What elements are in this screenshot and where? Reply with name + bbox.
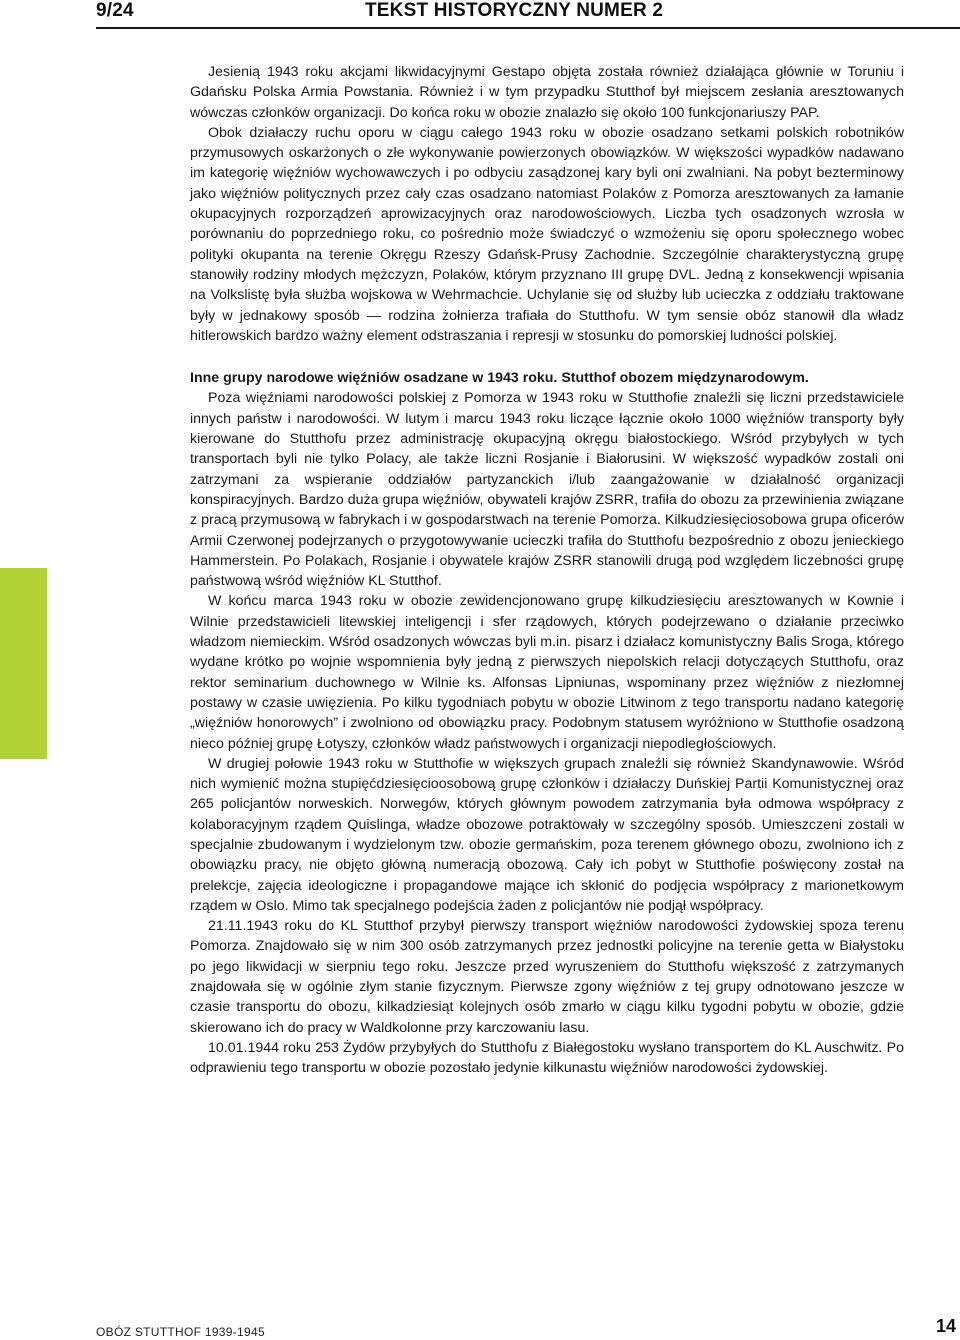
running-title: TEKST HISTORYCZNY NUMER 2	[365, 0, 664, 21]
page-number: 9/24	[96, 0, 134, 21]
footer-page-number: 14	[935, 1316, 956, 1336]
paragraph: 21.11.1943 roku do KL Stutthof przybył pierwszy transport więźniów narodowości żydowskiej spoza terenu Pomorza. Znajdowało się w nim 300 osób zatrzymanych przez jednostki policyjne na terenie getta w Białystoku po jego likwidacji w sierpniu tego roku. Jeszcze przed wyruszeniem do Stutthofu większość z zatrzymanych znajdowała się w ogólnie złym stanie fizycznym. Pierwsze zgony więźniów z tej grupy odnotowano jeszcze w czasie transportu do obozu, kilkadziesiąt kolejnych osób zmarło w ciągu kilku tygodni pobytu w obozie, gdzie skierowano ich do pracy w Waldkolonne przy karczowaniu lasu.	[190, 918, 904, 1036]
header-rule	[96, 27, 960, 29]
section-heading: Inne grupy narodowe więźniów osadzane w 1943 roku. Stutthof obozem międzynarodowym.	[190, 370, 809, 387]
article-body	[190, 62, 904, 1079]
paragraph: W drugiej połowie 1943 roku w Stutthofie w większych grupach znaleźli się również Skandynawowie. Wśród nich wymienić można stupięćdziesięcioosobową grupę członków i działaczy Duńskiej Partii Komunistycznej oraz 265 policjantów norweskich. Norwegów, których głównym powodem zatrzymania była odmowa współpracy z kolaboracyjnym rządem Quislinga, władze obozowe potraktowały w szczególny sposób. Umieszczeni zostali w specjalnie zbudowanym i wydzielonym tzw. obozie germańskim, poza terenem głównego obozu, zwolniono ich z obowiązku pracy, nie objęto główną numeracją obozową. Cały ich pobyt w Stutthofie poświęcony został na prelekcje, zajęcia ideologiczne i propagandowe mające ich skłonić do podjęcia współpracy z marionetkowym rządem w Oslo. Mimo tak specjalnego podejścia żaden z policjantów nie podjął współpracy.	[190, 755, 904, 914]
paragraph: Jesienią 1943 roku akcjami likwidacyjnymi Gestapo objęta została również działająca głównie w Toruniu i Gdańsku Polska Armia Powstania. Również i w tym przypadku Stutthof był miejscem zesłania aresztowanych wówczas członków organizacji. Do końca roku w obozie znalazło się około 100 funkcjonariuszy PAP.	[190, 64, 904, 121]
paragraph: Obok działaczy ruchu oporu w ciągu całego 1943 roku w obozie osadzano setkami polskich robotników przymusowych oskarżonych o złe wykonywanie powierzonych obowiązków. W większości wypadków nadawano im kategorię więźniów wychowawczych i po odbyciu zasądzonej kary byli oni zwalniani. Na pobyt bezterminowy jako więźniów politycznych przez cały czas osadzano natomiast Polaków z Pomorza aresztowanych za łamanie okupacyjnych rozporządzeń aprowizacyjnych oraz narodowościowych. Liczba tych osadzonych wzrosła w porównaniu do poprzedniego roku, co pośrednio może świadczyć o wzmożeniu się oporu społecznego wobec polityki okupanta na terenie Okręgu Rzeszy Gdańsk-Prusy Zachodnie. Szczególnie charakterystyczną grupę stanowiły rodziny młodych mężczyzn, Polaków, którym przyznano III grupę DVL. Jedną z konsekwencji wpisania na Volkslistę była służba wojskowa w Wehrmachcie. Uchylanie się od służby lub ucieczka z oddziału traktowane były w jednakowy sposób — rodzina żołnierza trafiała do Stutthofu. W tym sensie obóz stanowił dla władz hitlerowskich bardzo ważny element odstraszania i represji w stosunku do pomorskiej ludności polskiej.	[190, 124, 904, 344]
paragraph: Poza więźniami narodowości polskiej z Pomorza w 1943 roku w Stutthofie znaleźli się liczni przedstawiciele innych państw i narodowości. W lutym i marcu 1943 roku liczące łącznie około 1000 więźniów transporty były kierowane do Stutthofu przez administrację okupacyjną okręgu białostockiego. Wśród przybyłych w tych transportach byli nie tylko Polacy, ale także liczni Rosjanie i Białorusini. W większość wypadków zostali oni zatrzymani za wspieranie oddziałów partyzanckich i/lub zaangażowanie w działalność organizacji konspiracyjnych. Bardzo duża grupa więźniów, obywateli krajów ZSRR, trafiła do obozu za przewinienia związane z pracą przymusową w fabrykach i w gospodarstwach na terenie Pomorza. Kilkudziesięciosobowa grupa oficerów Armii Czerwonej podejrzanych o przygotowywanie ucieczki trafiła do Stutthofu bezpośrednio z obozu jenieckiego Hammerstein. Po Polakach, Rosjanie i obywatele krajów ZSRR stanowili drugą pod względem liczebności grupę państwową wśród więźniów KL Stutthof.	[190, 390, 904, 590]
paragraph: W końcu marca 1943 roku w obozie zewidencjonowano grupę kilkudziesięciu aresztowanych w Kownie i Wilnie przedstawicieli litewskiej inteligencji i sfer rządowych, których podejrzewano o działanie przeciwko władzom niemieckim. Wśród osadzonych wówczas byli m.in. pisarz i działacz komunistyczny Balis Sroga, którego wydane krótko po wojnie wspomnienia były jedną z pierwszych niepolskich relacji dotyczących Stutthofu, oraz rektor seminarium duchownego w Wilnie ks. Alfonsas Lipniunas, wspominany przez więźniów z niezłomnej postawy w czasie uwięzienia. Po kilku tygodniach pobytu w obozie Litwinom z tego transportu nadano kategorię „więźniów honorowych” i zwolniono od obowiązku pracy. Podobnym statusem wyróżniono w Stutthofie osadzoną nieco później grupę Łotyszy, członków władz państwowych i organizacji niepodległościowych.	[190, 593, 904, 752]
accent-tab	[0, 568, 47, 759]
paragraph: 10.01.1944 roku 253 Żydów przybyłych do Stutthofu z Białegostoku wysłano transportem do KL Auschwitz. Po odprawieniu tego transportu w obozie pozostało jedynie kilkunastu więźniów narodowości żydowskiej.	[190, 1039, 904, 1077]
footer-publication-title: OBÓZ STUTTHOF 1939-1945	[96, 1325, 265, 1339]
section-spacer	[190, 346, 904, 368]
